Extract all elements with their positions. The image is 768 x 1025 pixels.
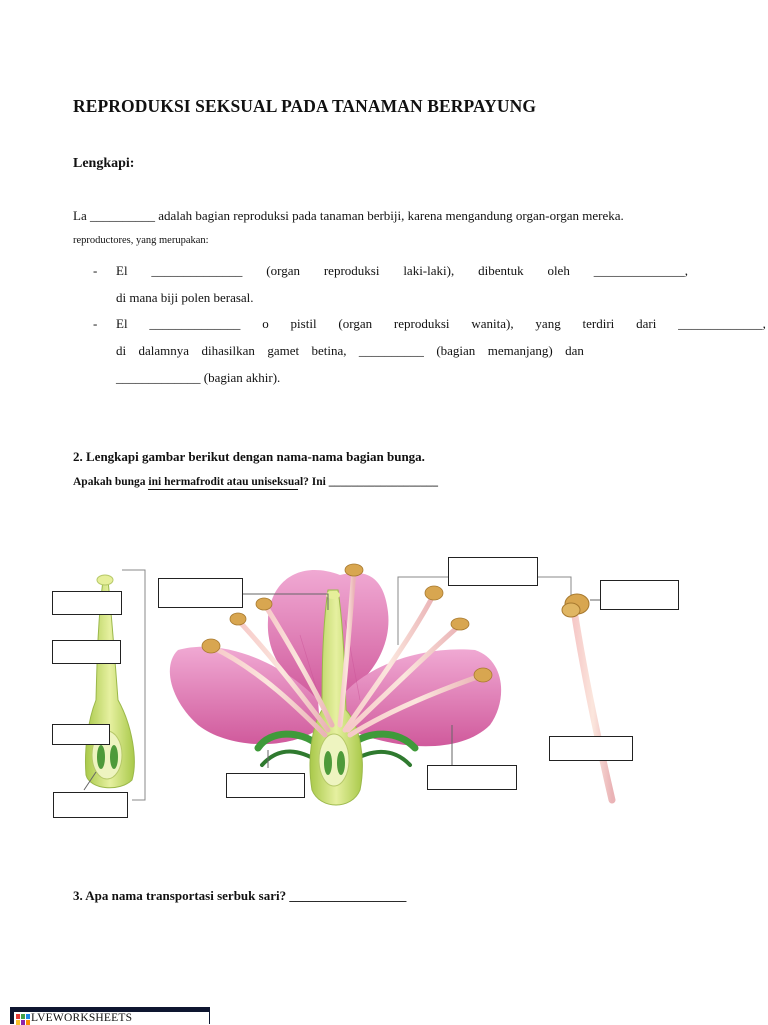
pollen-transport-answer-blank[interactable]: __________________ [289,888,407,903]
bullet1-word[interactable]: ______________, [593,263,688,278]
logo-text: LVEWORKSHEETS [31,1012,133,1024]
label-box-ovary[interactable] [52,724,110,745]
bullet1-word: laki-laki), [403,263,455,278]
bullet2-cont-word: betina, [311,343,347,358]
section1-paragraph-line1: La __________ adalah bagian reproduksi pada tanaman berbiji, karena mengandung organ-organ mereka. [73,208,624,223]
page-title: REPRODUKSI SEKSUAL PADA TANAMAN BERPAYUNG [73,96,537,116]
stamen-illustration [562,594,612,800]
bullet2-cont-word: (bagian [436,343,476,358]
bullet2-continuation2: _____________ (bagian akhir). [116,370,281,385]
label-input-pistil[interactable] [159,579,242,607]
bullet2-cont-word: di [116,343,127,358]
label-input-anther[interactable] [601,581,678,609]
label-box-ovule[interactable] [53,792,128,818]
liveworksheets-logo [10,1007,210,1024]
bullet1-word[interactable]: ______________ [151,263,243,278]
section3-question [73,888,406,904]
label-box-stamen[interactable] [448,557,538,586]
bullet1-word: reproduksi [323,263,380,278]
bullet2-cont-word: dalamnya [138,343,190,358]
label-input-petal[interactable] [428,766,516,789]
liveworksheets-mark-icon [16,1014,30,1025]
label-input-sepal[interactable] [227,774,304,797]
label-box-filament[interactable] [549,736,633,761]
bullet2-dash: - [93,316,98,331]
label-box-style[interactable] [52,640,121,664]
bullet1-dash: - [93,263,98,278]
label-box-sepal[interactable] [226,773,305,798]
label-input-filament[interactable] [550,737,632,760]
bullet1-word: oleh [547,263,570,278]
bullet2-cont-word: memanjang) [487,343,553,358]
bullet1-word: (organ [266,263,300,278]
section1-paragraph-line2: reproductores, yang merupakan: [73,235,209,246]
pollen-transport-question-text: 3. Apa nama transportasi serbuk sari? [73,888,287,903]
label-box-petal[interactable] [427,765,517,790]
label-input-ovule[interactable] [54,793,127,817]
question-underline [148,489,298,490]
section1-heading: Lengkapi: [73,156,135,171]
bullet2-word: terdiri [582,316,615,331]
bullet1-line [116,263,688,279]
bullet1-continuation: di mana biji polen berasal. [116,290,254,305]
bullet2-word: o [262,316,269,331]
bullet2-word[interactable]: ______________ [149,316,241,331]
bullet1-word: dibentuk [478,263,524,278]
bullet2-word: dari [636,316,657,331]
label-input-stamen[interactable] [449,558,537,585]
label-box-stigma[interactable] [52,591,122,615]
bullet2-cont-word: dihasilkan [201,343,255,358]
bullet2-line [116,316,766,332]
label-input-stigma[interactable] [53,592,121,614]
label-box-anther[interactable] [600,580,679,610]
bullet2-word: yang [535,316,561,331]
bullet2-cont-word: dan [565,343,584,358]
bullet2-word: pistil [290,316,317,331]
bullet2-continuation [116,343,584,359]
bullet2-word: (organ [338,316,373,331]
section2-heading: 2. Lengkapi gambar berikut dengan nama-nama bagian bunga. [73,449,425,464]
hermafrodit-question-text: Apakah bunga ini hermafrodit atau uniseksual? Ini [73,476,326,488]
section2-question [73,476,438,488]
label-input-style[interactable] [53,641,120,663]
label-box-pistil[interactable] [158,578,243,608]
label-input-ovary[interactable] [53,725,109,744]
bullet2-word: El [116,316,128,331]
bullet2-word[interactable]: _____________, [678,316,766,331]
bullet2-cont-word: gamet [267,343,300,358]
bullet1-word: El [116,263,128,278]
bullet2-word: reproduksi [393,316,450,331]
bullet2-cont-word[interactable]: __________ [358,343,424,358]
bullet2-word: wanita), [471,316,514,331]
hermafrodit-answer-blank[interactable]: ___________________ [328,476,438,488]
